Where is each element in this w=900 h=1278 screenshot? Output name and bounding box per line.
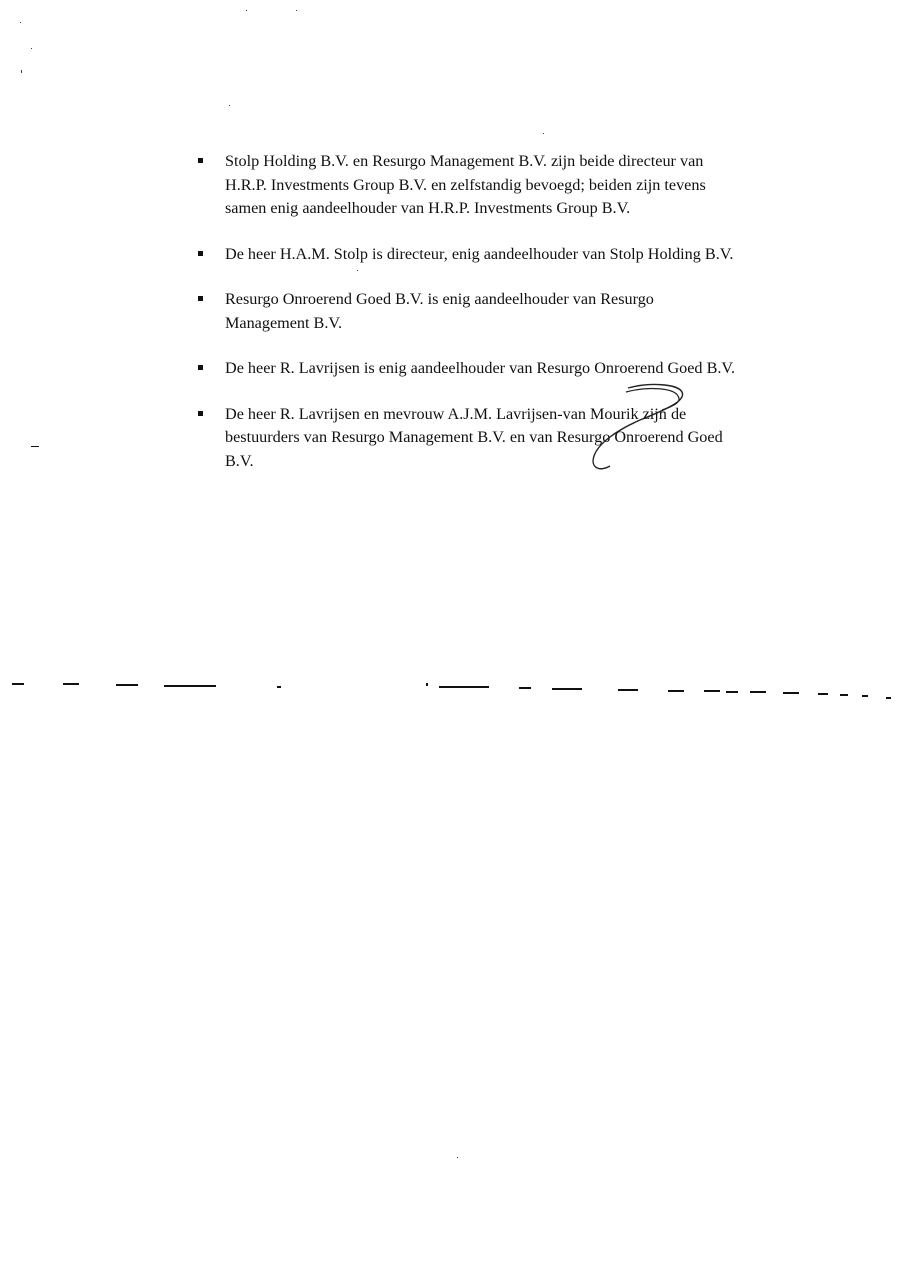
scan-dash [750,691,766,693]
scan-dash [164,685,216,687]
bullet-line: B.V. [225,451,254,470]
scan-speck [246,10,247,11]
scan-dash [63,683,79,685]
bullet-line: Management B.V. [225,313,343,332]
list-item [196,357,796,381]
bullet-line: Resurgo Onroerend Goed B.V. is enig aandeelhouder van Resurgo [225,290,654,308]
scan-dash [886,697,891,699]
bullet-list [196,150,796,495]
bullet-line: De heer R. Lavrijsen is enig aandeelhouder van Resurgo Onroerend Goed B.V. [225,359,736,377]
scan-dash [818,693,828,695]
scan-dash [862,695,868,697]
list-item [196,150,796,221]
scan-dash [840,694,848,696]
scan-dash [277,686,281,688]
scan-speck [20,22,21,23]
bullet-marker [198,411,203,416]
list-item [196,288,796,335]
scan-dash [704,690,720,692]
scan-speck [31,446,39,447]
scan-speck [457,1157,458,1158]
bullet-marker [198,251,203,256]
scan-dash [783,692,799,694]
bullet-line: De heer H.A.M. Stolp is directeur, enig aandeelhouder van Stolp Holding B.V. [225,244,734,263]
scan-speck [21,70,22,73]
scan-dash [116,684,138,686]
list-item [196,243,796,267]
scan-speck [543,133,544,134]
scan-speck [229,105,230,106]
bullet-line: De heer R. Lavrijsen en mevrouw A.J.M. Lavrijsen-van Mourik zijn de [225,404,687,423]
scan-dash [426,683,428,686]
bullet-marker [198,296,203,301]
bullet-line: H.R.P. Investments Group B.V. en zelfstandig bevoegd; beiden zijn tevens [225,175,706,194]
scan-dash [618,689,638,691]
scan-dash [668,690,684,692]
scan-dash [12,683,24,685]
scan-dash [519,687,531,689]
scan-speck [296,10,297,11]
bullet-line: bestuurders van Resurgo Management B.V. en van Resurgo Onroerend Goed [225,428,723,446]
bullet-line: Stolp Holding B.V. en Resurgo Management B.V. zijn beide directeur van [225,152,704,170]
scan-dash [552,688,582,690]
bullet-marker [198,365,203,370]
bullet-marker [198,158,203,163]
bullet-line: samen enig aandeelhouder van H.R.P. Investments Group B.V. [225,199,631,217]
scan-speck [31,48,32,49]
scan-dash [439,686,489,688]
list-item [196,403,796,474]
scan-dash [726,691,738,693]
